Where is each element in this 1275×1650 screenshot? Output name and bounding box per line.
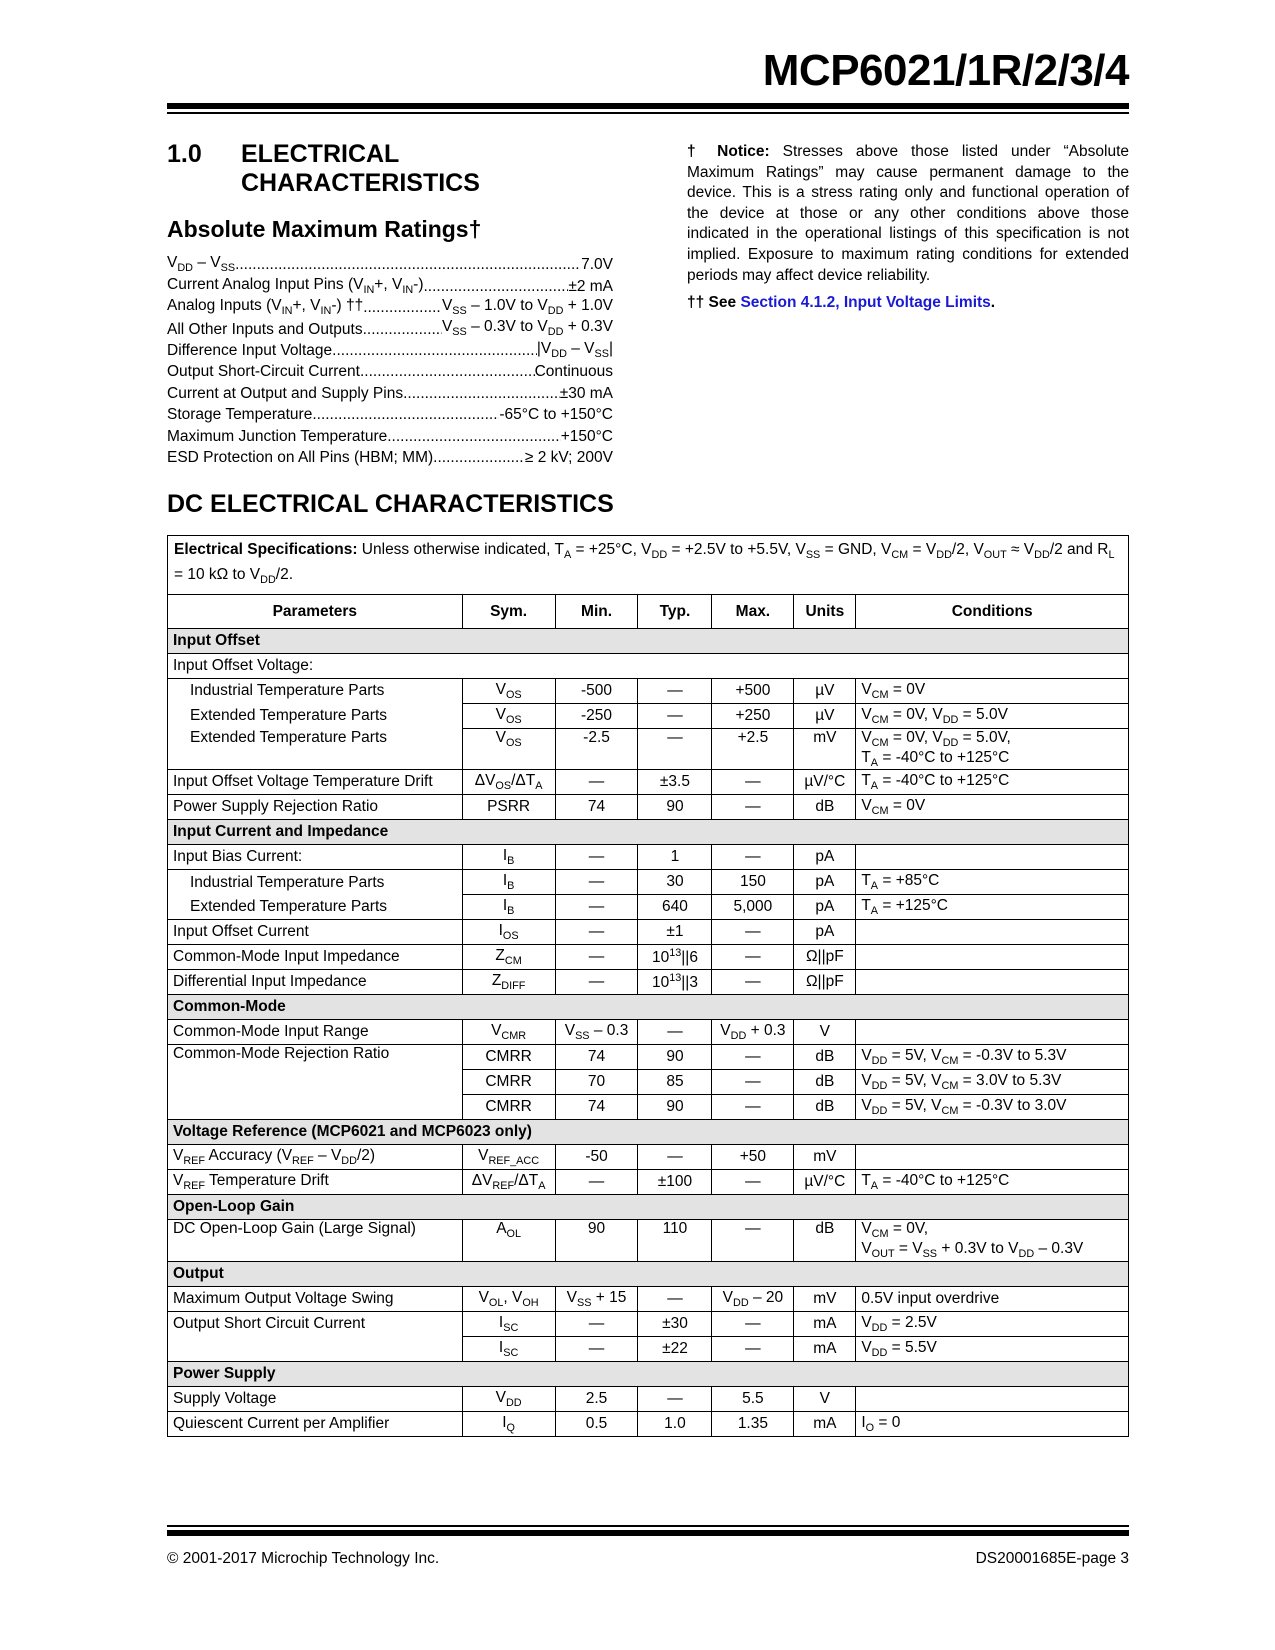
column-header: Units	[794, 595, 856, 629]
section-title-line1: ELECTRICAL	[241, 140, 400, 168]
amr-value: -65°C to +150°C	[499, 406, 613, 424]
param-cell: Extended Temperature Parts	[168, 704, 463, 729]
amr-value: ±2 mA	[568, 277, 613, 295]
table-row	[168, 1336, 1129, 1361]
conditions-cell: $V_{DD} = 5V$, $V_{CM} = -0.3V$ to 5.3V	[856, 1045, 1129, 1070]
footer-rule-thin	[167, 1525, 1129, 1527]
conditions-cell	[856, 845, 1129, 870]
max-cell: —	[712, 1311, 794, 1336]
amr-row	[167, 253, 613, 274]
typ-cell: 85	[638, 1070, 712, 1095]
column-header: Sym.	[462, 595, 555, 629]
table-row	[168, 920, 1129, 945]
typ-cell: 30	[638, 870, 712, 895]
amr-row	[167, 424, 613, 445]
param-cell: DC Open-Loop Gain (Large Signal)	[168, 1220, 463, 1261]
typ-cell: $10^{13}||3$	[638, 970, 712, 995]
amr-label: All Other Inputs and Outputs	[167, 320, 363, 338]
max-cell: —	[712, 1070, 794, 1095]
copyright: © 2001-2017 Microchip Technology Inc.	[167, 1550, 440, 1567]
typ-cell: ±22	[638, 1336, 712, 1361]
header-rule-thin	[167, 112, 1129, 114]
min-cell: -250	[555, 704, 638, 729]
table-row	[168, 536, 1129, 595]
param-cell: Common-Mode Input Impedance	[168, 945, 463, 970]
group-title: Open-Loop Gain	[168, 1195, 1129, 1220]
group-title: Output	[168, 1261, 1129, 1286]
group-title: Common-Mode	[168, 995, 1129, 1020]
units-cell: µV	[794, 704, 856, 729]
sym-cell: $V_{REF\_ACC}$	[462, 1145, 555, 1170]
min-cell: 74	[555, 1045, 638, 1070]
table-row	[168, 1411, 1129, 1436]
param-cell: Input Offset Voltage Temperature Drift	[168, 770, 463, 795]
conditions-cell	[856, 1020, 1129, 1045]
amr-value: 7.0V	[581, 256, 613, 274]
table-row	[168, 895, 1129, 920]
typ-cell: —	[638, 1386, 712, 1411]
min-cell: —	[555, 1336, 638, 1361]
param-cell: Maximum Output Voltage Swing	[168, 1286, 463, 1311]
typ-cell: —	[638, 1286, 712, 1311]
amr-row	[167, 274, 613, 295]
max-cell: —	[712, 1170, 794, 1195]
units-cell: mV	[794, 1286, 856, 1311]
dc-characteristics-table	[167, 535, 1129, 1437]
units-cell: mV	[794, 729, 856, 770]
param-cell: Extended Temperature Parts	[168, 895, 463, 920]
max-cell: —	[712, 1095, 794, 1120]
conditions-cell: $T_A = +125^\circ C$	[856, 895, 1129, 920]
see-end: .	[990, 294, 996, 311]
min-cell: —	[555, 770, 638, 795]
conditions-cell: $T_A = -40^\circ C$ to +125°C	[856, 770, 1129, 795]
table-row	[168, 870, 1129, 895]
column-header: Min.	[555, 595, 638, 629]
amr-label: Current Analog Input Pins ($V_{IN}+$, $V_{IN}-$)	[167, 275, 424, 296]
notice-text: Stresses above those listed under “Absolute Maximum Ratings” may cause permanent damage to the device. This is a stress rating only and functional operation of the device at those or any other conditions above those indicated in the operational listings of this specification is not implied. Exposure to maximum rating conditions for extended periods may affect device reliability.	[687, 143, 1129, 284]
max-cell: —	[712, 1220, 794, 1261]
sym-cell: $V_{OS}$	[462, 679, 555, 704]
table-header-row	[168, 595, 1129, 629]
sym-cell: CMRR	[462, 1095, 555, 1120]
min-cell: -2.5	[555, 729, 638, 770]
min-cell: $V_{SS} - 0.3$	[555, 1020, 638, 1045]
group-row	[168, 1120, 1129, 1145]
conditions-cell	[856, 970, 1129, 995]
units-cell: dB	[794, 1095, 856, 1120]
units-cell: dB	[794, 1045, 856, 1070]
conditions-cell: $V_{CM} = 0V$	[856, 679, 1129, 704]
table-row	[168, 704, 1129, 729]
amr-label: Difference Input Voltage	[167, 341, 333, 359]
table-row	[168, 1311, 1129, 1336]
amr-label: Maximum Junction Temperature	[167, 427, 388, 445]
units-cell: µV	[794, 679, 856, 704]
max-cell: —	[712, 1045, 794, 1070]
min-cell: —	[555, 1170, 638, 1195]
table-row	[168, 795, 1129, 820]
min-cell: —	[555, 895, 638, 920]
param-cell: Extended Temperature Parts	[168, 729, 463, 770]
column-header: Max.	[712, 595, 794, 629]
sym-cell: $I_{OS}$	[462, 920, 555, 945]
max-cell: 150	[712, 870, 794, 895]
param-cell: Input Bias Current:	[168, 845, 463, 870]
sym-cell: PSRR	[462, 795, 555, 820]
max-cell: +250	[712, 704, 794, 729]
section-title	[241, 140, 480, 198]
conditions-cell: $V_{CM} = 0V$, $V_{OUT} = V_{SS} + 0.3V$ to $V_{DD} - 0.3V$	[856, 1220, 1129, 1261]
conditions-cell	[856, 920, 1129, 945]
amr-label: Current at Output and Supply Pins	[167, 384, 404, 402]
max-cell: $V_{DD} + 0.3$	[712, 1020, 794, 1045]
units-cell: Ω||pF	[794, 970, 856, 995]
units-cell: pA	[794, 895, 856, 920]
param-cell: Input Offset Voltage:	[168, 654, 1129, 679]
units-cell: pA	[794, 920, 856, 945]
table-row	[168, 1020, 1129, 1045]
group-row	[168, 1261, 1129, 1286]
typ-cell: 1	[638, 845, 712, 870]
amr-value: ≥ 2 kV; 200V	[524, 448, 613, 466]
typ-cell: 90	[638, 1095, 712, 1120]
max-cell: $V_{DD} - 20$	[712, 1286, 794, 1311]
max-cell: +50	[712, 1145, 794, 1170]
amr-row	[167, 339, 613, 360]
amr-row	[167, 317, 613, 338]
amr-value: $V_{SS} - 0.3V$ to $V_{DD} + 0.3V$	[441, 318, 613, 339]
table-row	[168, 970, 1129, 995]
min-cell: $V_{SS} + 15$	[555, 1286, 638, 1311]
param-cell: Supply Voltage	[168, 1386, 463, 1411]
part-number-header: MCP6021/1R/2/3/4	[762, 46, 1129, 95]
conditions-cell: 0.5V input overdrive	[856, 1286, 1129, 1311]
sym-cell: $V_{OS}$	[462, 729, 555, 770]
sym-cell: $A_{OL}$	[462, 1220, 555, 1261]
group-row	[168, 995, 1129, 1020]
max-cell: +500	[712, 679, 794, 704]
min-cell: 74	[555, 1095, 638, 1120]
param-cell: Output Short Circuit Current	[168, 1311, 463, 1336]
group-title: Input Current and Impedance	[168, 820, 1129, 845]
sym-cell: $V_{OS}$	[462, 704, 555, 729]
conditions-cell: $V_{DD} = 2.5V$	[856, 1311, 1129, 1336]
conditions-cell: $I_O = 0$	[856, 1411, 1129, 1436]
typ-cell: 640	[638, 895, 712, 920]
param-cell: Power Supply Rejection Ratio	[168, 795, 463, 820]
max-cell: 5.5	[712, 1386, 794, 1411]
table-row	[168, 945, 1129, 970]
param-cell: Industrial Temperature Parts	[168, 679, 463, 704]
group-title: Power Supply	[168, 1361, 1129, 1386]
amr-row	[167, 296, 613, 317]
sym-cell: CMRR	[462, 1045, 555, 1070]
typ-cell: 110	[638, 1220, 712, 1261]
amr-value: Continuous	[534, 363, 613, 381]
amr-label: Storage Temperature	[167, 406, 313, 424]
group-title: Input Offset	[168, 629, 1129, 654]
notice-lead: † Notice:	[687, 143, 770, 160]
param-cell: Industrial Temperature Parts	[168, 870, 463, 895]
typ-cell: —	[638, 679, 712, 704]
typ-cell: ±1	[638, 920, 712, 945]
sym-cell: $V_{DD}$	[462, 1386, 555, 1411]
param-cell: $V_{REF}$ Temperature Drift	[168, 1170, 463, 1195]
table-row	[168, 1286, 1129, 1311]
max-cell: —	[712, 770, 794, 795]
group-row	[168, 820, 1129, 845]
sym-cell: $Z_{CM}$	[462, 945, 555, 970]
dc-characteristics-title: DC ELECTRICAL CHARACTERISTICS	[167, 490, 614, 518]
units-cell: V	[794, 1020, 856, 1045]
sym-cell: $I_{SC}$	[462, 1311, 555, 1336]
units-cell: pA	[794, 870, 856, 895]
typ-cell: —	[638, 704, 712, 729]
section-link[interactable]: Section 4.1.2, Input Voltage Limits	[740, 294, 991, 311]
group-row	[168, 629, 1129, 654]
sym-cell: $I_B$	[462, 845, 555, 870]
spec-lead: Electrical Specifications:	[174, 541, 358, 558]
param-cell: Quiescent Current per Amplifier	[168, 1411, 463, 1436]
max-cell: —	[712, 970, 794, 995]
units-cell: dB	[794, 1220, 856, 1261]
column-header: Typ.	[638, 595, 712, 629]
min-cell: —	[555, 870, 638, 895]
min-cell: -50	[555, 1145, 638, 1170]
conditions-cell: $V_{DD} = 5.5V$	[856, 1336, 1129, 1361]
table-row	[168, 1170, 1129, 1195]
min-cell: —	[555, 945, 638, 970]
column-header: Parameters	[168, 595, 463, 629]
typ-cell: 1.0	[638, 1411, 712, 1436]
see-lead: †† See	[687, 294, 741, 311]
amr-value: ±30 mA	[559, 384, 613, 402]
amr-value: $V_{SS} - 1.0V$ to $V_{DD} + 1.0V$	[441, 297, 613, 318]
amr-row	[167, 403, 613, 424]
units-cell: mV	[794, 1145, 856, 1170]
units-cell: µV/°C	[794, 770, 856, 795]
absolute-maximum-ratings-list	[167, 253, 613, 467]
notice-paragraph	[687, 142, 1129, 286]
see-reference	[687, 294, 995, 312]
amr-label: Analog Inputs ($V_{IN}+$, $V_{IN}-$) ††	[167, 297, 364, 318]
min-cell: 90	[555, 1220, 638, 1261]
table-row	[168, 770, 1129, 795]
sym-cell: $Z_{DIFF}$	[462, 970, 555, 995]
conditions-cell: $V_{DD} = 5V$, $V_{CM} = -0.3V$ to 3.0V	[856, 1095, 1129, 1120]
sym-cell: $\Delta V_{OS}/\Delta T_A$	[462, 770, 555, 795]
sym-cell: $I_B$	[462, 870, 555, 895]
param-cell: Input Offset Current	[168, 920, 463, 945]
units-cell: dB	[794, 1070, 856, 1095]
typ-cell: ±100	[638, 1170, 712, 1195]
param-cell: $V_{REF}$ Accuracy $(V_{REF} - V_{DD}/2)$	[168, 1145, 463, 1170]
conditions-cell: $T_A = -40^\circ C$ to +125°C	[856, 1170, 1129, 1195]
units-cell: V	[794, 1386, 856, 1411]
sym-cell: $\Delta V_{REF}/\Delta T_A$	[462, 1170, 555, 1195]
units-cell: pA	[794, 845, 856, 870]
typ-cell: 90	[638, 795, 712, 820]
amr-label: ESD Protection on All Pins (HBM; MM)	[167, 448, 434, 466]
table-row	[168, 1045, 1129, 1070]
table-row	[168, 845, 1129, 870]
max-cell: 5,000	[712, 895, 794, 920]
sym-cell: $I_B$	[462, 895, 555, 920]
min-cell: 70	[555, 1070, 638, 1095]
typ-cell: —	[638, 1145, 712, 1170]
conditions-cell: $V_{CM} = 0V$, $V_{DD} = 5.0V$	[856, 704, 1129, 729]
column-header: Conditions	[856, 595, 1129, 629]
typ-cell: $10^{13}||6$	[638, 945, 712, 970]
group-title: Voltage Reference (MCP6021 and MCP6023 only)	[168, 1120, 1129, 1145]
table-row	[168, 1386, 1129, 1411]
amr-row	[167, 360, 613, 381]
table-row	[168, 679, 1129, 704]
conditions-cell: $V_{CM} = 0V$	[856, 795, 1129, 820]
param-cell	[168, 1336, 463, 1361]
table-row	[168, 1220, 1129, 1261]
max-cell: 1.35	[712, 1411, 794, 1436]
sym-cell: $I_Q$	[462, 1411, 555, 1436]
min-cell: -500	[555, 679, 638, 704]
units-cell: mA	[794, 1311, 856, 1336]
amr-label: $V_{DD} - V_{SS}$	[167, 254, 236, 275]
footer-rule-thick	[167, 1530, 1129, 1536]
max-cell: —	[712, 945, 794, 970]
group-row	[168, 1195, 1129, 1220]
param-cell: Common-Mode Rejection Ratio	[168, 1045, 463, 1120]
amr-row	[167, 446, 613, 467]
min-cell: —	[555, 1311, 638, 1336]
param-cell: Differential Input Impedance	[168, 970, 463, 995]
conditions-cell	[856, 1145, 1129, 1170]
min-cell: —	[555, 845, 638, 870]
conditions-cell: $T_A = +85^\circ C$	[856, 870, 1129, 895]
group-row	[168, 1361, 1129, 1386]
max-cell: +2.5	[712, 729, 794, 770]
sym-cell: $V_{CMR}$	[462, 1020, 555, 1045]
max-cell: —	[712, 920, 794, 945]
table-row	[168, 729, 1129, 770]
conditions-cell: $V_{DD} = 5V$, $V_{CM} = 3.0V$ to 5.3V	[856, 1070, 1129, 1095]
page-number: DS20001685E-page 3	[975, 1550, 1129, 1567]
typ-cell: 90	[638, 1045, 712, 1070]
min-cell: 74	[555, 795, 638, 820]
min-cell: —	[555, 970, 638, 995]
max-cell: —	[712, 1336, 794, 1361]
conditions-cell	[856, 1386, 1129, 1411]
units-cell: µV/°C	[794, 1170, 856, 1195]
min-cell: 0.5	[555, 1411, 638, 1436]
conditions-cell	[856, 945, 1129, 970]
units-cell: mA	[794, 1336, 856, 1361]
typ-cell: ±30	[638, 1311, 712, 1336]
max-cell: —	[712, 845, 794, 870]
sym-cell: $V_{OL}$, $V_{OH}$	[462, 1286, 555, 1311]
amr-row	[167, 381, 613, 402]
typ-cell: —	[638, 729, 712, 770]
max-cell: —	[712, 795, 794, 820]
amr-value: +150°C	[560, 427, 613, 445]
amr-label: Output Short-Circuit Current	[167, 363, 360, 381]
section-title-line2: CHARACTERISTICS	[241, 169, 480, 197]
absolute-maximum-ratings-title: Absolute Maximum Ratings†	[167, 216, 482, 242]
typ-cell: —	[638, 1020, 712, 1045]
table-row	[168, 1145, 1129, 1170]
sym-cell: CMRR	[462, 1070, 555, 1095]
electrical-specifications-note: Electrical Specifications: Unless otherwise indicated, $T_A = +25^\circ C$, $V_{DD} = +2.5V$ to +5.5V, $V_{SS}$ = GND, $V_{CM} = V_{DD}/2$, $V_{OUT} \approx V_{DD}/2$ and $R_L = 10$ kΩ to $V_{DD}/2$.	[168, 536, 1129, 595]
param-cell: Common-Mode Input Range	[168, 1020, 463, 1045]
min-cell: —	[555, 920, 638, 945]
min-cell: 2.5	[555, 1386, 638, 1411]
units-cell: Ω||pF	[794, 945, 856, 970]
section-number: 1.0	[167, 140, 202, 168]
typ-cell: ±3.5	[638, 770, 712, 795]
units-cell: mA	[794, 1411, 856, 1436]
sym-cell: $I_{SC}$	[462, 1336, 555, 1361]
units-cell: dB	[794, 795, 856, 820]
conditions-cell: $V_{CM} = 0V$, $V_{DD} = 5.0V$, $T_A = -40^\circ C$ to +125°C	[856, 729, 1129, 770]
table-row	[168, 654, 1129, 679]
header-rule-thick	[167, 103, 1129, 109]
amr-value: $|V_{DD} - V_{SS}|$	[536, 339, 613, 360]
